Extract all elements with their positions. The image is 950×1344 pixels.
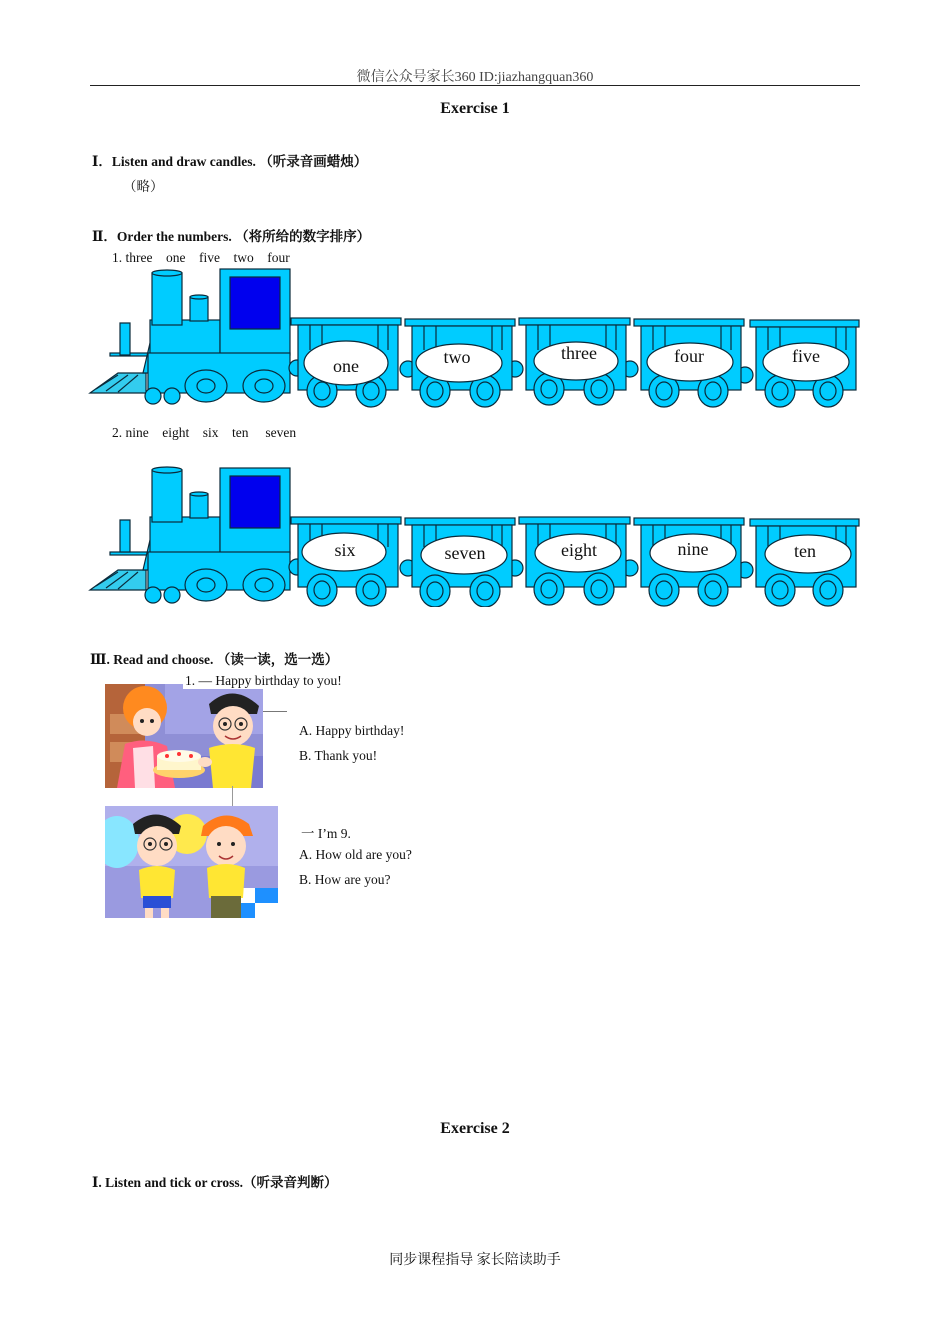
car-label: four bbox=[674, 346, 704, 366]
exercise-2-title: Exercise 2 bbox=[440, 1120, 510, 1137]
exercise-1-title: Exercise 1 bbox=[440, 100, 510, 117]
car-2 bbox=[405, 518, 515, 607]
page-footer: 同步课程指导 家长陪读助手 bbox=[389, 1253, 561, 1268]
q2-prompt-read: 一 I’m 9. bbox=[301, 826, 351, 841]
part1-heading: Ⅰ．Listen and draw candles. （听录音画蜡烛） bbox=[92, 154, 368, 169]
train-1 bbox=[88, 265, 863, 410]
part1-note: （略） bbox=[123, 179, 164, 194]
part2-heading: Ⅱ．Order the numbers. （将所给的数字排序） bbox=[92, 229, 371, 244]
car-4 bbox=[634, 319, 744, 407]
q1-prompt-read: 1. — Happy birthday to you! bbox=[185, 673, 342, 688]
option-a[interactable]: A. Happy birthday! bbox=[299, 723, 405, 738]
car-label: five bbox=[792, 346, 820, 366]
option-b[interactable]: B. Thank you! bbox=[299, 748, 378, 763]
part3-heading: Ⅲ. Read and choose. （读一读，选一选） bbox=[90, 652, 339, 667]
car-label: ten bbox=[794, 541, 816, 561]
q1-prompt: 1. three one five two four bbox=[112, 250, 290, 265]
header-rule bbox=[90, 85, 860, 86]
car-label: three bbox=[561, 343, 597, 363]
car-5 bbox=[750, 519, 859, 606]
car-label: six bbox=[334, 540, 356, 560]
car-3 bbox=[519, 517, 630, 605]
page-header: 微信公众号家长360 ID:jiazhangquan360 bbox=[356, 70, 594, 85]
locomotive bbox=[90, 467, 290, 603]
car-label: one bbox=[333, 356, 359, 376]
q2-prompt: 2. nine eight six ten seven bbox=[112, 425, 297, 440]
car-4 bbox=[634, 518, 744, 606]
picture-connector bbox=[263, 711, 287, 712]
car-1 bbox=[291, 318, 401, 407]
train-2 bbox=[88, 462, 863, 607]
car-label: two bbox=[443, 347, 471, 367]
locomotive bbox=[90, 269, 290, 404]
car-1 bbox=[291, 517, 401, 606]
car-3 bbox=[519, 318, 630, 405]
car-5 bbox=[750, 320, 859, 407]
birthday-cake-picture bbox=[105, 684, 263, 788]
two-boys-picture bbox=[105, 806, 278, 918]
car-2 bbox=[405, 319, 515, 407]
car-label: eight bbox=[561, 540, 597, 560]
picture-connector bbox=[232, 786, 233, 808]
exercise2-part1-heading: Ⅰ. Listen and tick or cross.（听录音判断） bbox=[92, 1175, 338, 1190]
car-label: nine bbox=[677, 539, 709, 559]
option-a[interactable]: A. How old are you? bbox=[299, 847, 412, 862]
car-label: seven bbox=[444, 543, 486, 563]
option-b[interactable]: B. How are you? bbox=[299, 872, 391, 887]
